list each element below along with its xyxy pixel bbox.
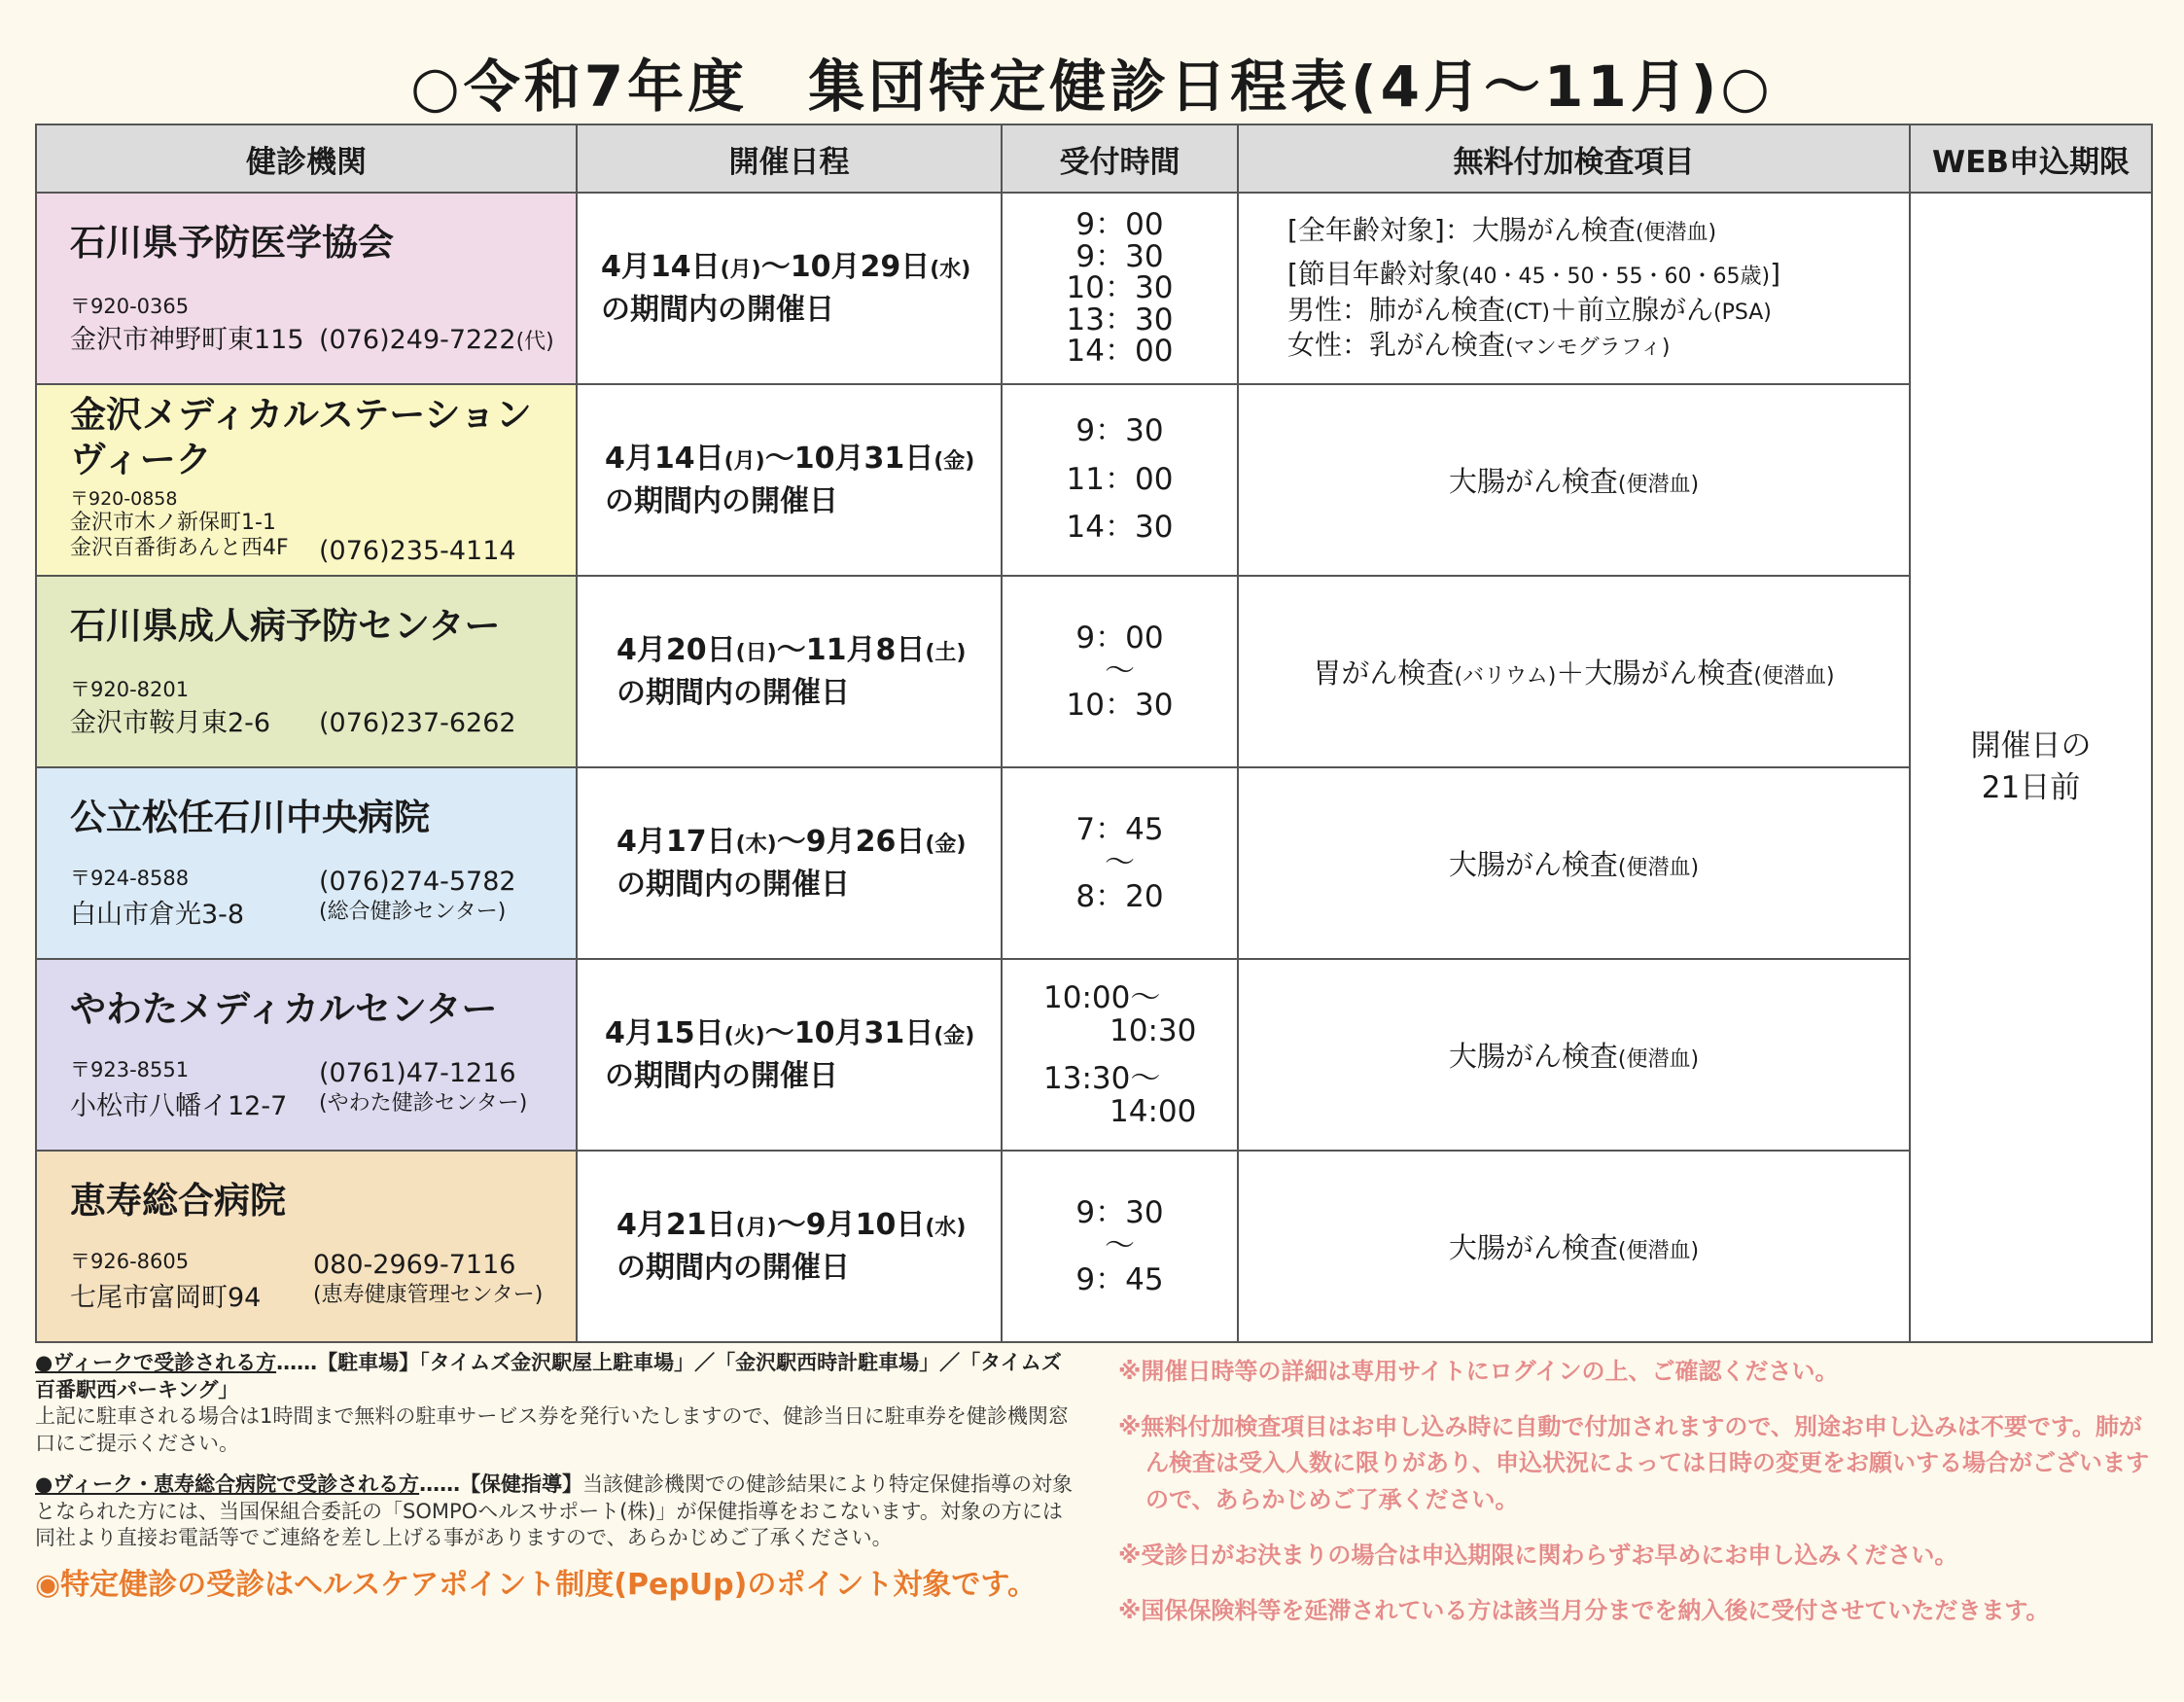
- date-note: の期間内の開催日: [616, 867, 850, 902]
- reception-time-cell: 9：30 11：00 14：30: [1002, 384, 1238, 576]
- web-deadline-cell: 開催日の 21日前: [1910, 193, 2152, 1342]
- table-row: [36, 576, 2152, 767]
- header-reception: 受付時間: [1002, 124, 1238, 193]
- institution-cell: [36, 767, 577, 959]
- table-row: [36, 193, 2152, 384]
- postal-code: 〒920-0858: [70, 488, 178, 511]
- phone: (076)237-6262: [319, 707, 516, 738]
- page-title: ○令和7年度 集団特定健診日程表(4月〜11月)○: [410, 53, 1774, 120]
- institution-cell: [36, 1151, 577, 1342]
- date-cell: 4月17日(木)〜9月26日(金) の期間内の開催日: [577, 767, 1002, 959]
- reception-time-cell: 7：45 〜 8：20: [1002, 767, 1238, 959]
- header-web-deadline: WEB申込期限: [1910, 124, 2152, 193]
- postal-code: 〒923-8551: [70, 1057, 190, 1081]
- phone: (0761)47-1216: [319, 1057, 516, 1088]
- phone-note: (総合健診センター): [319, 899, 507, 924]
- date-cell: 4月14日(月)〜10月29日(水) の期間内の開催日: [577, 193, 1002, 384]
- address: 金沢市木ノ新保町1-1: [70, 511, 276, 536]
- reception-time-cell: 9：30 〜 9：45: [1002, 1151, 1238, 1342]
- exam-cell: 大腸がん検査(便潜血): [1238, 384, 1910, 576]
- address: 金沢市神野町東115: [70, 324, 304, 355]
- date-note: の期間内の開催日: [605, 483, 838, 518]
- table-header-row: [36, 124, 2152, 193]
- phone: (076)249-7222(代): [319, 324, 554, 355]
- date-cell: 4月14日(月)〜10月31日(金) の期間内の開催日: [577, 384, 1002, 576]
- exam-cell: 大腸がん検査(便潜血): [1238, 959, 1910, 1151]
- date-cell: 4月20日(日)〜11月8日(土) の期間内の開催日: [577, 576, 1002, 767]
- institution-name: 恵寿総合病院: [70, 1179, 286, 1222]
- phone-note: (やわた健診センター): [319, 1090, 528, 1116]
- address: 小松市八幡イ12-7: [70, 1090, 288, 1121]
- note-item: ※国保保険料等を延滞されている方は該当月分までを納入後に受付させていただきます。: [1118, 1596, 2050, 1624]
- note-item: ※無料付加検査項目はお申し込み時に自動で付加されますので、別途お申し込みは不要です。肺がん検査は受入人数に限りがあり、申込状況によっては日時の変更をお願いする場合がございますので、あらかじめご了承ください。: [1118, 1413, 2149, 1513]
- note-item: ※開催日時等の詳細は専用サイトにログインの上、ご確認ください。: [1118, 1358, 1839, 1385]
- postal-code: 〒926-8605: [70, 1249, 190, 1273]
- table-row: [36, 384, 2152, 576]
- postal-code: 〒924-8588: [70, 866, 190, 890]
- table-row: [36, 767, 2152, 959]
- postal-code: 〒920-0365: [70, 294, 190, 318]
- exam-cell: 大腸がん検査(便潜血): [1238, 1151, 1910, 1342]
- pepup-point-note: ◉特定健診の受診はヘルスケアポイント制度(PepUp)のポイント対象です。: [35, 1568, 1037, 1603]
- date-cell: 4月15日(火)〜10月31日(金) の期間内の開催日: [577, 959, 1002, 1151]
- phone: 080-2969-7116: [313, 1249, 516, 1280]
- exam-cell: 胃がん検査(バリウム)＋大腸がん検査(便潜血): [1238, 576, 1910, 767]
- note-item: ※受診日がお決まりの場合は申込期限に関わらずお早めにお申し込みください。: [1118, 1541, 1958, 1569]
- date-cell: 4月21日(月)〜9月10日(水) の期間内の開催日: [577, 1151, 1002, 1342]
- institution-cell: [36, 384, 577, 576]
- phone: (076)235-4114: [319, 535, 516, 566]
- address: 七尾市富岡町94: [70, 1282, 262, 1313]
- table-row: [36, 959, 2152, 1151]
- header-dates: 開催日程: [577, 124, 1002, 193]
- institution-cell: [36, 193, 577, 384]
- phone-note: (恵寿健康管理センター): [313, 1282, 544, 1307]
- notes-right: [1118, 1354, 2159, 1649]
- institution-name: やわたメディカルセンター: [70, 987, 498, 1030]
- date-note: の期間内の開催日: [616, 1250, 850, 1285]
- header-institution: 健診機関: [36, 124, 577, 193]
- reception-time-cell: 9：00 9：30 10：30 13：30 14：00: [1002, 193, 1238, 384]
- notes-left: [35, 1350, 1075, 1605]
- reception-time-cell: 9：00 〜 10：30: [1002, 576, 1238, 767]
- phone: (076)274-5782: [319, 866, 516, 897]
- address: 金沢市鞍月東2-6: [70, 707, 271, 738]
- institution-cell: [36, 959, 577, 1151]
- institution-name: 石川県成人病予防センター: [70, 604, 501, 647]
- note-parking: ●ヴィークで受診される方……【駐車場】「タイムズ金沢駅屋上駐車場」／「金沢駅西時計駐車場」／「タイムズ百番駅西パーキング」 上記に駐車される場合は1時間まで無料の駐車サービス券を発行いたしますので、健診当日に駐車券を健診機関窓口にご提示ください。: [35, 1351, 1069, 1456]
- date-note: の期間内の開催日: [601, 292, 834, 327]
- reception-time-cell: 10:00〜 10:30 13:30〜 14:00: [1002, 959, 1238, 1151]
- date-note: の期間内の開催日: [616, 675, 850, 710]
- note-health-guidance: ●ヴィーク・恵寿総合病院で受診される方……【保健指導】当該健診機関での健診結果により特定保健指導の対象となられた方には、当国保組合委託の「SOMPOヘルスサポート(株)」が保健指導をおこないます。対象の方には同社より直接お電話等でご連絡を差し上げる事がありますので、あらかじめご了承ください。: [35, 1472, 1074, 1550]
- institution-cell: [36, 576, 577, 767]
- schedule-table: [35, 124, 2153, 1343]
- address: 白山市倉光3-8: [70, 899, 245, 930]
- table-row: [36, 1151, 2152, 1342]
- exam-cell: 大腸がん検査(便潜血): [1238, 767, 1910, 959]
- exam-cell: [全年齢対象]：大腸がん検査(便潜血) [節目年齢対象(40・45・50・55・60・65歳)] 男性：肺がん検査(CT)＋前立腺がん(PSA) 女性：乳がん検査(マンモグラフィ): [1238, 193, 1910, 384]
- institution-name: 金沢メディカルステーション ヴィーク: [70, 393, 532, 481]
- date-note: の期間内の開催日: [605, 1058, 838, 1093]
- institution-name: 公立松任石川中央病院: [70, 796, 430, 838]
- address-building: 金沢百番街あんと西4F: [70, 535, 289, 560]
- header-free-exams: 無料付加検査項目: [1238, 124, 1910, 193]
- institution-name: 石川県予防医学協会: [70, 221, 394, 264]
- postal-code: 〒920-8201: [70, 677, 190, 701]
